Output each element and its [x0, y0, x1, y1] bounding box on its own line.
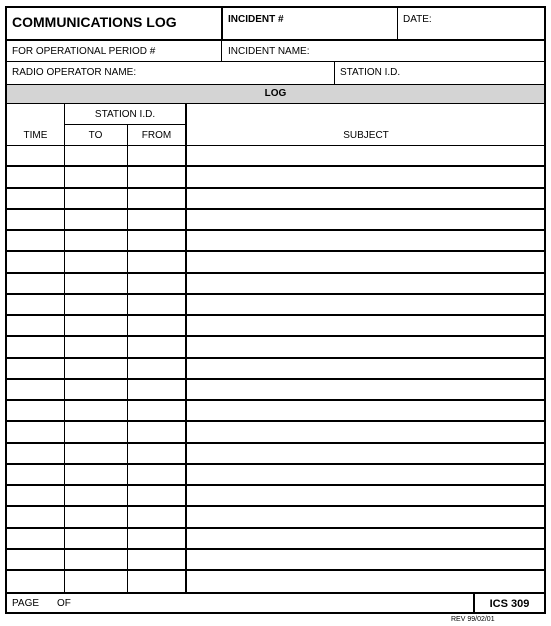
log-cell-time[interactable] — [7, 422, 64, 441]
log-row — [7, 295, 544, 316]
log-row — [7, 252, 544, 273]
log-cell-time[interactable] — [7, 295, 64, 314]
log-row — [7, 422, 544, 443]
log-cell-to[interactable] — [65, 550, 127, 569]
log-cell-time[interactable] — [7, 316, 64, 335]
log-row — [7, 167, 544, 188]
page-label: PAGE — [12, 598, 40, 609]
log-cell-from[interactable] — [128, 401, 185, 420]
log-cell-from[interactable] — [128, 465, 185, 484]
log-row — [7, 146, 544, 167]
date-field[interactable] — [398, 8, 544, 39]
log-cell-to[interactable] — [65, 444, 127, 463]
log-cell-subject[interactable] — [187, 550, 544, 569]
log-cell-time[interactable] — [7, 465, 64, 484]
log-cell-subject[interactable] — [187, 252, 544, 271]
log-row — [7, 529, 544, 550]
log-cell-time[interactable] — [7, 231, 64, 250]
log-cell-to[interactable] — [65, 316, 127, 335]
log-cell-subject[interactable] — [187, 529, 544, 548]
log-cell-from[interactable] — [128, 146, 185, 165]
log-cell-to[interactable] — [65, 571, 127, 590]
log-cell-from[interactable] — [128, 274, 185, 293]
log-cell-from[interactable] — [128, 380, 185, 399]
log-cell-from[interactable] — [128, 444, 185, 463]
log-cell-to[interactable] — [65, 337, 127, 356]
log-cell-subject[interactable] — [187, 507, 544, 526]
column-header-station-id: STATION I.D. — [94, 109, 156, 120]
log-cell-to[interactable] — [65, 380, 127, 399]
log-row — [7, 507, 544, 528]
of-label: OF — [57, 598, 71, 609]
log-cell-time[interactable] — [7, 146, 64, 165]
log-cell-to[interactable] — [65, 146, 127, 165]
date-label: DATE: — [403, 14, 432, 25]
log-cell-to[interactable] — [65, 252, 127, 271]
log-cell-subject[interactable] — [187, 486, 544, 505]
column-header-from: FROM — [141, 130, 172, 141]
log-cell-time[interactable] — [7, 167, 64, 186]
operational-period-field[interactable] — [7, 41, 221, 61]
log-cell-from[interactable] — [128, 189, 185, 208]
log-row — [7, 274, 544, 295]
log-cell-time[interactable] — [7, 550, 64, 569]
radio-operator-field[interactable] — [7, 62, 334, 83]
log-cell-to[interactable] — [65, 422, 127, 441]
log-cell-to[interactable] — [65, 465, 127, 484]
log-cell-subject[interactable] — [187, 189, 544, 208]
log-cell-time[interactable] — [7, 380, 64, 399]
radio-operator-label: RADIO OPERATOR NAME: — [12, 67, 137, 78]
form-id: ICS 309 — [489, 598, 530, 610]
log-row — [7, 444, 544, 465]
log-cell-from[interactable] — [128, 210, 185, 229]
log-row — [7, 316, 544, 337]
log-cell-to[interactable] — [65, 529, 127, 548]
log-row — [7, 210, 544, 231]
log-cell-from[interactable] — [128, 571, 185, 590]
log-cell-to[interactable] — [65, 210, 127, 229]
log-row — [7, 571, 544, 592]
station-id-field[interactable] — [335, 62, 544, 83]
log-row — [7, 359, 544, 380]
log-cell-time[interactable] — [7, 189, 64, 208]
log-row — [7, 401, 544, 422]
log-cell-from[interactable] — [128, 252, 185, 271]
log-cell-to[interactable] — [65, 401, 127, 420]
station-id-label: STATION I.D. — [340, 67, 401, 78]
log-section-title: LOG — [264, 88, 287, 99]
log-cell-time[interactable] — [7, 210, 64, 229]
log-cell-from[interactable] — [128, 550, 185, 569]
log-cell-subject[interactable] — [187, 146, 544, 165]
log-cell-from[interactable] — [128, 316, 185, 335]
log-cell-time[interactable] — [7, 444, 64, 463]
log-cell-from[interactable] — [128, 507, 185, 526]
log-cell-from[interactable] — [128, 486, 185, 505]
log-cell-to[interactable] — [65, 167, 127, 186]
log-cell-time[interactable] — [7, 486, 64, 505]
operational-period-label: FOR OPERATIONAL PERIOD # — [12, 46, 156, 57]
column-header-subject: SUBJECT — [343, 130, 389, 141]
log-row — [7, 231, 544, 252]
log-cell-time[interactable] — [7, 337, 64, 356]
log-cell-time[interactable] — [7, 359, 64, 378]
log-cell-subject[interactable] — [187, 316, 544, 335]
log-cell-to[interactable] — [65, 507, 127, 526]
log-section-header — [7, 84, 544, 104]
log-cell-from[interactable] — [128, 231, 185, 250]
page-number-field[interactable] — [7, 594, 473, 612]
log-cell-subject[interactable] — [187, 295, 544, 314]
log-rows — [7, 146, 544, 592]
log-cell-to[interactable] — [65, 295, 127, 314]
log-cell-to[interactable] — [65, 359, 127, 378]
log-cell-from[interactable] — [128, 337, 185, 356]
form-title: COMMUNICATIONS LOG — [12, 14, 177, 30]
log-cell-subject[interactable] — [187, 337, 544, 356]
log-cell-from[interactable] — [128, 529, 185, 548]
log-cell-subject[interactable] — [187, 231, 544, 250]
log-cell-time[interactable] — [7, 274, 64, 293]
log-cell-subject[interactable] — [187, 444, 544, 463]
log-cell-time[interactable] — [7, 529, 64, 548]
divider — [64, 124, 186, 125]
log-cell-subject[interactable] — [187, 571, 544, 590]
log-cell-subject[interactable] — [187, 380, 544, 399]
revision-label: REV 99/02/01 — [451, 616, 495, 623]
log-cell-subject[interactable] — [187, 210, 544, 229]
log-cell-from[interactable] — [128, 167, 185, 186]
log-cell-subject[interactable] — [187, 167, 544, 186]
communications-log-form — [5, 6, 546, 614]
incident-name-field[interactable] — [222, 41, 544, 61]
log-cell-subject[interactable] — [187, 465, 544, 484]
log-cell-subject[interactable] — [187, 274, 544, 293]
log-cell-subject[interactable] — [187, 359, 544, 378]
log-cell-time[interactable] — [7, 571, 64, 590]
log-cell-to[interactable] — [65, 189, 127, 208]
log-cell-from[interactable] — [128, 295, 185, 314]
column-header-to: TO — [88, 130, 103, 141]
log-cell-subject[interactable] — [187, 401, 544, 420]
incident-number-field[interactable] — [223, 8, 397, 39]
log-row — [7, 465, 544, 486]
log-cell-from[interactable] — [128, 359, 185, 378]
log-row — [7, 380, 544, 401]
log-cell-time[interactable] — [7, 252, 64, 271]
log-cell-to[interactable] — [65, 231, 127, 250]
log-cell-to[interactable] — [65, 274, 127, 293]
log-row — [7, 550, 544, 571]
log-cell-time[interactable] — [7, 401, 64, 420]
log-cell-to[interactable] — [65, 486, 127, 505]
log-row — [7, 486, 544, 507]
column-header-time: TIME — [23, 130, 48, 141]
incident-name-label: INCIDENT NAME: — [228, 46, 310, 57]
log-cell-time[interactable] — [7, 507, 64, 526]
incident-number-label: INCIDENT # — [228, 14, 284, 25]
log-cell-from[interactable] — [128, 422, 185, 441]
log-row — [7, 189, 544, 210]
log-row — [7, 337, 544, 358]
log-cell-subject[interactable] — [187, 422, 544, 441]
